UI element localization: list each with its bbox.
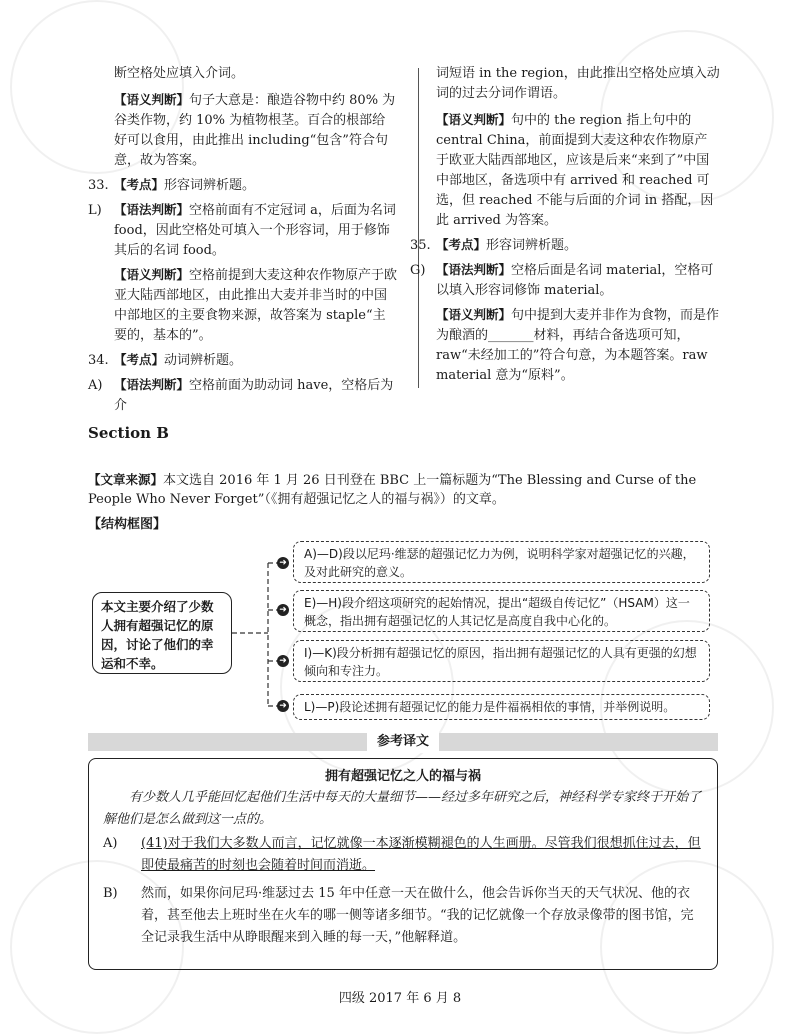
page-footer: 四级 2017 年 6 月 8 — [338, 991, 462, 1006]
framework-main-box: 本文主要介绍了少数人拥有超强记忆的原因，讨论了他们的幸运和不幸。 — [92, 592, 232, 674]
text-line: 词短语 in the region，由此推出空格处应填入动词的过去分词作谓语。 — [436, 66, 720, 101]
grammar-judgment: L) 【语法判断】空格前面有不定冠词 a，后面为名词 food，因此空格处可填入一个形容词，用于修饰其后的名词 food。 — [88, 202, 396, 258]
section-heading: Section B — [88, 424, 169, 442]
framework-branch: A)—D)段以尼玛·维瑟的超强记忆力为例，说明科学家对超强记忆的兴趣，及对此研究的意义。 — [293, 541, 710, 583]
translation-paragraph-a: (41)对于我们大多数人而言，记忆就像一本逐渐模糊褪色的人生画册。尽管我们很想抓住过去，但即使最痛苦的时刻也会随着时间而消逝。 — [141, 836, 701, 873]
arrow-right-icon: ➜ — [277, 700, 289, 712]
translation-banner: 参考译文 — [88, 733, 718, 751]
question-33: 33. 【考点】形容词辨析题。 — [88, 177, 256, 193]
arrow-right-icon: ➜ — [277, 557, 289, 569]
translation-box — [88, 758, 718, 970]
translation-title: 拥有超强记忆之人的福与祸 — [324, 769, 481, 784]
paragraph-label: A) — [103, 836, 118, 851]
semantic-judgment: 【语义判断】空格前提到大麦这种农作物原产于欧亚大陆西部地区，由此推出大麦并非当时的中国中部地区的主要食物来源，故答案为 staple“主要的，基本的”。 — [114, 267, 398, 343]
question-34: 34. 【考点】动词辨析题。 — [88, 352, 243, 368]
question-35: 35. 【考点】形容词辨析题。 — [410, 237, 578, 253]
article-source: 【文章来源】本文选自 2016 年 1 月 26 日刊登在 BBC 上一篇标题为“The Blessing and Curse of the People Who Never Forget”（《拥有超强记忆之人的福与祸》）的文章。 — [88, 472, 697, 507]
grammar-judgment: A) 【语法判断】空格前面为助动词 have，空格后为介 — [88, 377, 394, 413]
framework-branch: E)—H)段介绍这项研究的起始情况，提出“超级自传记忆”（HSAM）这一概念，指出拥有超强记忆的人其记忆是高度自我中心化的。 — [293, 590, 710, 632]
semantic-judgment: 【语义判断】句子大意是：酿造谷物中约 80% 为谷类作物，约 10% 为植物根茎。百合的根部给好可以食用，由此推出 including“包含”符合句意，故为答案。 — [114, 92, 396, 168]
text-line: 断空格处应填入介词。 — [114, 66, 245, 81]
translation-intro: 有少数人几乎能回忆起他们生活中每天的大量细节——经过多年研究之后，神经科学专家终于开始了解他们是怎么做到这一点的。 — [103, 790, 702, 827]
semantic-judgment: 【语义判断】句中的 the region 指上句中的 central China，前面提到大麦这种农作物原产于欧亚大陆西部地区，应该是后来“来到了”中国中部地区，备选项中有 arrived 和 reached 可选，但 reached 不能与后面的介词 in 搭配，因此 arrived 为答案。 — [436, 112, 714, 228]
semantic-judgment: 【语义判断】句中提到大麦并非作为食物，而是作为酿酒的_______材料，再结合备选项可知，raw“未经加工的”符合句意，为本题答案。raw material 意为“原料”。 — [436, 307, 720, 383]
framework-branch: L)—P)段论述拥有超强记忆的能力是件福祸相依的事情，并举例说明。 — [293, 694, 710, 720]
translation-paragraph-b: 然而，如果你问尼玛·维瑟过去 15 年中任意一天在做什么，他会告诉你当天的天气状况、他的衣着，甚至他去上班时坐在火车的哪一侧等诸多细节。“我的记忆就像一个存放录像带的图书馆，完全记录我生活中从睁眼醒来到入睡的每一天，”他解释道。 — [141, 886, 694, 945]
arrow-right-icon: ➜ — [277, 604, 289, 616]
framework-label: 【结构框图】 — [88, 517, 167, 532]
paragraph-label: B) — [103, 886, 118, 901]
grammar-judgment: G) 【语法判断】空格后面是名词 material，空格可以填入形容词修饰 material。 — [410, 262, 714, 298]
arrow-right-icon: ➜ — [277, 655, 289, 667]
framework-branch: I)—K)段分析拥有超强记忆的原因，指出拥有超强记忆的人具有更强的幻想倾向和专注力。 — [293, 640, 710, 682]
